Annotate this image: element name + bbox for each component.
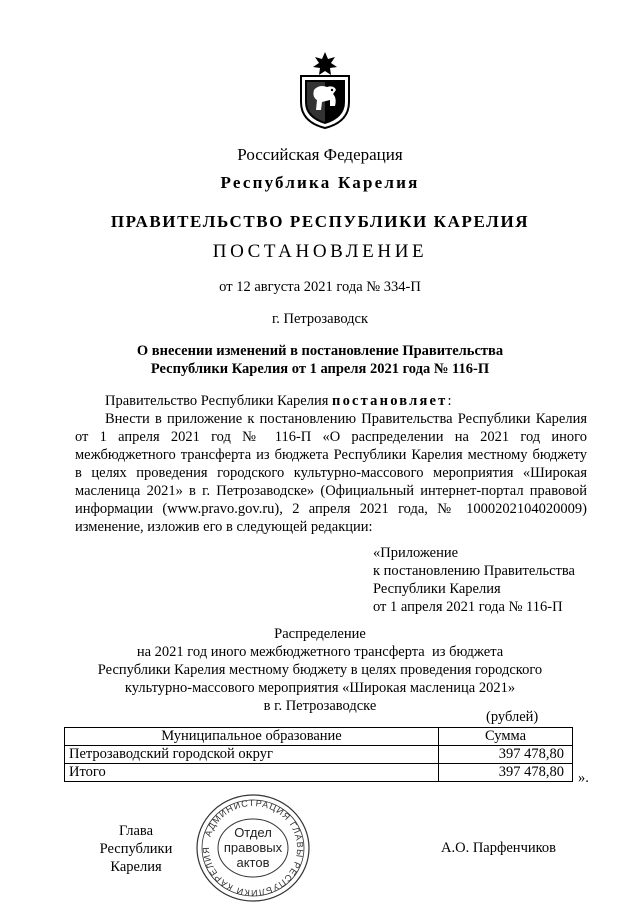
closing-quote: ». [578,770,589,786]
appendix-reference [373,544,603,616]
subject-line-2: Республики Карелия от 1 апреля 2021 года № 116-П [150,361,490,377]
cell-total-label: Итого [65,764,439,782]
country-name: Российская Федерация [237,145,403,164]
distribution-line-3: Республики Карелия местному бюджету в целях проведения городского [97,662,543,678]
document-subject [0,342,640,378]
decrees-word: постановляет [332,393,448,409]
republic-name: Республика Карелия [220,173,420,192]
stamp-line-2: правовых [223,840,283,855]
stamp-line-3: актов [236,855,270,870]
signatory-role-line-2: Республики Карелия [99,841,173,875]
signatory-role-line-1: Глава [118,823,154,839]
stamp-ring-text: АДМИНИСТРАЦИЯ ГЛАВЫ РЕСПУБЛИКИ КАРЕЛИЯ [200,797,306,899]
government-title: ПРАВИТЕЛЬСТВО РЕСПУБЛИКИ КАРЕЛИЯ [110,212,530,231]
preamble-text: Правительство Республики Карелия [105,393,333,409]
decree-preamble [75,392,587,410]
cell-total-sum: 397 478,80 [439,764,573,782]
table-total-row [65,764,573,782]
appendix-line-2: к постановлению Правительства [373,563,575,579]
distribution-line-4: культурно-массового мероприятия «Широкая масленица 2021» [124,680,516,696]
table-header-row [65,728,573,746]
table-row [65,746,573,764]
distribution-title [0,625,640,715]
cell-sum: 397 478,80 [439,746,573,764]
header-municipality: Муниципальное образование [65,728,439,746]
document-type: ПОСТАНОВЛЕНИЕ [212,241,428,262]
header-sum: Сумма [439,728,573,746]
subject-line-1: О внесении изменений в постановление Правительства [136,343,504,359]
distribution-line-1: Распределение [274,626,366,642]
signatory-title [76,822,196,876]
appendix-line-1: «Приложение [373,545,459,561]
official-stamp [194,792,312,904]
distribution-line-5: в г. Петрозаводске [263,698,377,714]
appendix-line-4: от 1 апреля 2021 года № 116-П [373,599,563,615]
city-line: г. Петрозаводск [271,311,369,327]
decree-paragraph: Внести в приложение к постановлению Правительства Республики Карелия от 1 апреля 2021 год № 116-П «О распределении на 2021 год иного межбюджетного трансферта из бюджета Республики Карелия местному бюджету в целях проведения городского культурно-массового мероприятия «Широкая масленица 2021» в г. Петрозаводске» (Официальный интернет-портал правовой информации (www.pravo.gov.ru), 2 апреля 2021 года, № 1000202104020009) изменение, изложив его в следующей редакции: [75,411,587,535]
distribution-table [64,727,573,782]
cell-municipality: Петрозаводский городской округ [65,746,439,764]
appendix-line-3: Республики Карелия [373,581,501,597]
units-label: (рублей) [486,709,539,725]
distribution-line-2: на 2021 год иного межбюджетного трансферта из бюджета [136,644,504,660]
karelia-coat-of-arms-icon [297,50,353,130]
signatory-name: А.О. Парфенчиков [441,840,557,856]
stamp-line-1: Отдел [234,825,272,840]
preamble-colon: : [447,393,452,409]
date-number-line: от 12 августа 2021 года № 334-П [219,279,421,295]
